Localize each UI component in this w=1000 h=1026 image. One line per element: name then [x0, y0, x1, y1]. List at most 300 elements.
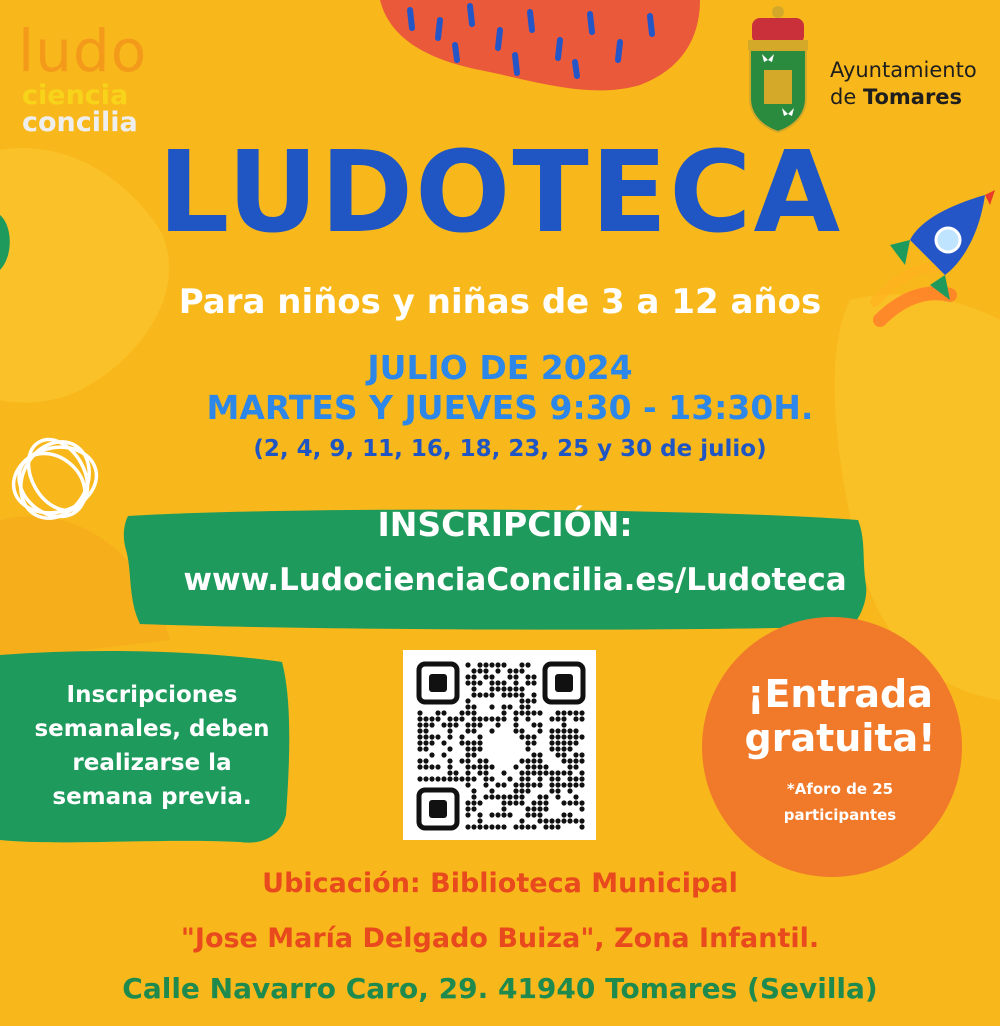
qr-dot — [531, 770, 536, 775]
weekly-note-line: semanales, deben — [34, 716, 270, 742]
qr-dot — [471, 794, 476, 799]
qr-dot — [471, 764, 476, 769]
qr-dot — [537, 770, 542, 775]
qr-dot — [435, 764, 440, 769]
qr-dot — [537, 776, 542, 781]
qr-dot — [555, 770, 560, 775]
qr-dot — [423, 740, 428, 745]
qr-dot — [447, 734, 452, 739]
qr-dot — [507, 704, 512, 709]
qr-dot — [471, 668, 476, 673]
qr-finder-inner — [555, 674, 573, 692]
qr-dot — [537, 710, 542, 715]
qr-dot — [567, 800, 572, 805]
qr-code-pattern — [403, 650, 596, 840]
qr-dot — [423, 764, 428, 769]
qr-dot — [495, 722, 500, 727]
qr-dot — [429, 776, 434, 781]
qr-dot — [477, 758, 482, 763]
qr-dot — [567, 734, 572, 739]
qr-dot — [447, 746, 452, 751]
qr-dot — [465, 758, 470, 763]
qr-dot — [525, 746, 530, 751]
qr-dot — [417, 740, 422, 745]
qr-code[interactable] — [403, 650, 596, 840]
qr-dot — [555, 710, 560, 715]
qr-dot — [507, 776, 512, 781]
weekly-note-line: realizarse la — [72, 750, 232, 776]
qr-dot — [477, 812, 482, 817]
qr-dot — [483, 662, 488, 667]
weekly-note-line: semana previa. — [52, 784, 252, 810]
qr-dot — [531, 740, 536, 745]
capacity-line1: *Aforo de 25 — [786, 780, 894, 798]
qr-dot — [513, 728, 518, 733]
qr-dot — [513, 722, 518, 727]
qr-dot — [429, 764, 434, 769]
qr-dot — [471, 686, 476, 691]
qr-dot — [453, 776, 458, 781]
qr-dot — [573, 740, 578, 745]
qr-dot — [483, 692, 488, 697]
qr-dot — [555, 752, 560, 757]
qr-dot — [501, 704, 506, 709]
qr-dot — [429, 734, 434, 739]
qr-dot — [519, 734, 524, 739]
qr-dot — [519, 824, 524, 829]
qr-dot — [489, 686, 494, 691]
qr-dot — [525, 698, 530, 703]
qr-dot — [519, 818, 524, 823]
qr-dot — [501, 782, 506, 787]
institution-name: Ayuntamiento — [830, 58, 977, 82]
registration-url-link[interactable]: www.LudocienciaConcilia.es/Ludoteca — [183, 562, 847, 598]
logo-ludo: ludo — [18, 17, 148, 85]
qr-finder-inner — [429, 800, 447, 818]
qr-dot — [579, 758, 584, 763]
qr-dot — [495, 668, 500, 673]
qr-dot — [501, 770, 506, 775]
qr-dot — [471, 800, 476, 805]
qr-dot — [477, 746, 482, 751]
institution-town-name: Tomares — [862, 85, 963, 109]
qr-dot — [519, 728, 524, 733]
qr-dot — [573, 728, 578, 733]
qr-dot — [525, 824, 530, 829]
qr-dot — [483, 824, 488, 829]
qr-dot — [531, 734, 536, 739]
qr-dot — [489, 680, 494, 685]
qr-dot — [471, 752, 476, 757]
qr-dot — [435, 716, 440, 721]
qr-dot — [531, 812, 536, 817]
qr-dot — [519, 794, 524, 799]
qr-dot — [417, 746, 422, 751]
coat-of-arms-icon — [748, 6, 808, 132]
qr-dot — [537, 794, 542, 799]
qr-dot — [507, 812, 512, 817]
qr-dot — [567, 710, 572, 715]
qr-dot — [471, 788, 476, 793]
qr-dot — [531, 764, 536, 769]
qr-dot — [477, 740, 482, 745]
qr-dot — [567, 764, 572, 769]
qr-dot — [549, 740, 554, 745]
capacity-line2: participantes — [783, 806, 897, 824]
qr-dot — [519, 770, 524, 775]
qr-dot — [537, 752, 542, 757]
qr-dot — [501, 794, 506, 799]
qr-dot — [573, 734, 578, 739]
qr-dot — [549, 788, 554, 793]
qr-dot — [489, 776, 494, 781]
qr-dot — [435, 734, 440, 739]
qr-dot — [525, 758, 530, 763]
qr-dot — [507, 800, 512, 805]
qr-dot — [579, 776, 584, 781]
qr-dot — [447, 728, 452, 733]
qr-dot — [471, 776, 476, 781]
qr-dot — [465, 740, 470, 745]
qr-dot — [573, 710, 578, 715]
qr-dot — [501, 716, 506, 721]
qr-dot — [561, 710, 566, 715]
qr-dot — [531, 782, 536, 787]
qr-dot — [567, 776, 572, 781]
qr-dot — [483, 764, 488, 769]
qr-dot — [465, 770, 470, 775]
qr-dot — [483, 770, 488, 775]
qr-dot — [531, 806, 536, 811]
qr-dot — [501, 680, 506, 685]
qr-dot — [579, 824, 584, 829]
qr-dot — [471, 728, 476, 733]
qr-dot — [471, 740, 476, 745]
qr-dot — [441, 740, 446, 745]
qr-dot — [561, 734, 566, 739]
qr-dot — [579, 806, 584, 811]
qr-dot — [561, 818, 566, 823]
qr-dot — [489, 824, 494, 829]
qr-dot — [495, 782, 500, 787]
qr-dot — [525, 764, 530, 769]
qr-dot — [417, 734, 422, 739]
location-line1: Ubicación: Biblioteca Municipal — [262, 868, 738, 899]
qr-dot — [465, 710, 470, 715]
qr-dot — [459, 710, 464, 715]
qr-dot — [495, 794, 500, 799]
qr-dot — [567, 770, 572, 775]
qr-dot — [429, 722, 434, 727]
qr-dot — [567, 818, 572, 823]
qr-dot — [483, 716, 488, 721]
qr-dot — [561, 746, 566, 751]
qr-dot — [543, 800, 548, 805]
qr-dot — [573, 716, 578, 721]
qr-dot — [579, 716, 584, 721]
qr-dot — [501, 806, 506, 811]
qr-dot — [561, 728, 566, 733]
qr-dot — [423, 776, 428, 781]
qr-dot — [477, 800, 482, 805]
qr-dot — [501, 692, 506, 697]
qr-dot — [453, 722, 458, 727]
qr-dot — [513, 824, 518, 829]
qr-dot — [537, 764, 542, 769]
qr-dot — [555, 728, 560, 733]
qr-dot — [483, 794, 488, 799]
qr-finder-inner — [429, 674, 447, 692]
qr-dot — [519, 800, 524, 805]
qr-dot — [513, 794, 518, 799]
qr-dot — [573, 794, 578, 799]
qr-dot — [465, 704, 470, 709]
logo-ciencia: ciencia — [22, 80, 129, 111]
qr-dot — [525, 662, 530, 667]
qr-dot — [471, 674, 476, 679]
qr-dot — [519, 668, 524, 673]
qr-dot — [501, 812, 506, 817]
qr-dot — [567, 740, 572, 745]
qr-dot — [567, 746, 572, 751]
qr-dot — [525, 680, 530, 685]
weekly-note — [12, 678, 292, 814]
qr-dot — [579, 782, 584, 787]
qr-dot — [549, 776, 554, 781]
free-entry-line2: gratuita! — [744, 716, 936, 760]
qr-dot — [447, 758, 452, 763]
schedule-month: JULIO DE 2024 — [367, 348, 633, 387]
qr-dot — [495, 716, 500, 721]
qr-dot — [495, 812, 500, 817]
qr-dot — [525, 674, 530, 679]
qr-dot — [525, 740, 530, 745]
qr-dot — [561, 812, 566, 817]
qr-dot — [537, 800, 542, 805]
qr-dot — [573, 758, 578, 763]
qr-dot — [429, 716, 434, 721]
qr-dot — [489, 728, 494, 733]
qr-dot — [537, 722, 542, 727]
qr-dot — [501, 824, 506, 829]
qr-dot — [561, 758, 566, 763]
address-line: Calle Navarro Caro, 29. 41940 Tomares (Sevilla) — [122, 972, 878, 1005]
qr-dot — [501, 800, 506, 805]
registration-label: INSCRIPCIÓN: — [377, 505, 633, 544]
qr-dot — [549, 746, 554, 751]
qr-dot — [543, 818, 548, 823]
qr-dot — [507, 692, 512, 697]
qr-dot — [567, 758, 572, 763]
qr-dot — [471, 692, 476, 697]
age-subtitle: Para niños y niñas de 3 a 12 años — [178, 282, 822, 322]
qr-dot — [531, 710, 536, 715]
qr-dot — [435, 776, 440, 781]
qr-dot — [501, 686, 506, 691]
qr-dot — [477, 716, 482, 721]
qr-dot — [525, 776, 530, 781]
qr-dot — [477, 734, 482, 739]
qr-dot — [555, 824, 560, 829]
qr-dot — [489, 794, 494, 799]
qr-dot — [483, 668, 488, 673]
qr-dot — [519, 710, 524, 715]
qr-dot — [513, 710, 518, 715]
qr-dot — [441, 752, 446, 757]
qr-dot — [477, 824, 482, 829]
qr-dot — [459, 758, 464, 763]
qr-dot — [555, 782, 560, 787]
qr-dot — [477, 680, 482, 685]
qr-dot — [549, 824, 554, 829]
qr-dot — [573, 752, 578, 757]
qr-dot — [513, 680, 518, 685]
qr-dot — [543, 770, 548, 775]
qr-dot — [561, 716, 566, 721]
qr-dot — [429, 740, 434, 745]
qr-dot — [489, 764, 494, 769]
qr-dot — [423, 728, 428, 733]
qr-dot — [501, 662, 506, 667]
qr-dot — [465, 728, 470, 733]
schedule-days-hours: MARTES Y JUEVES 9:30 - 13:30H. — [206, 388, 814, 427]
qr-dot — [513, 800, 518, 805]
qr-dot — [483, 776, 488, 781]
qr-dot — [489, 704, 494, 709]
qr-dot — [465, 800, 470, 805]
qr-dot — [417, 728, 422, 733]
qr-dot — [561, 752, 566, 757]
qr-dot — [555, 740, 560, 745]
qr-dot — [567, 788, 572, 793]
qr-dot — [555, 776, 560, 781]
qr-dot — [495, 824, 500, 829]
qr-dot — [465, 698, 470, 703]
qr-dot — [459, 734, 464, 739]
qr-dot — [465, 680, 470, 685]
qr-dot — [561, 782, 566, 787]
qr-dot — [465, 782, 470, 787]
free-entry-line1: ¡Entrada — [747, 672, 933, 716]
qr-dot — [495, 680, 500, 685]
qr-dot — [537, 758, 542, 763]
qr-dot — [519, 788, 524, 793]
qr-dot — [423, 716, 428, 721]
qr-dot — [477, 692, 482, 697]
qr-dot — [507, 668, 512, 673]
qr-dot — [435, 710, 440, 715]
qr-dot — [561, 722, 566, 727]
qr-dot — [417, 716, 422, 721]
qr-dot — [489, 674, 494, 679]
qr-dot — [555, 734, 560, 739]
qr-dot — [471, 704, 476, 709]
qr-dot — [567, 782, 572, 787]
institution-town-prefix: de — [830, 85, 863, 109]
qr-dot — [579, 710, 584, 715]
qr-dot — [579, 752, 584, 757]
qr-dot — [489, 812, 494, 817]
qr-dot — [483, 782, 488, 787]
qr-dot — [447, 776, 452, 781]
qr-dot — [447, 770, 452, 775]
qr-dot — [513, 764, 518, 769]
qr-dot — [549, 716, 554, 721]
qr-dot — [531, 800, 536, 805]
qr-dot — [519, 758, 524, 763]
qr-dot — [513, 788, 518, 793]
location-line2: "Jose María Delgado Buiza", Zona Infantil. — [180, 923, 820, 954]
qr-dot — [531, 692, 536, 697]
qr-dot — [507, 794, 512, 799]
qr-dot — [507, 674, 512, 679]
qr-dot — [447, 722, 452, 727]
qr-dot — [465, 746, 470, 751]
qr-dot — [525, 782, 530, 787]
qr-dot — [531, 674, 536, 679]
qr-dot — [495, 686, 500, 691]
qr-dot — [579, 770, 584, 775]
qr-dot — [543, 764, 548, 769]
qr-dot — [471, 710, 476, 715]
qr-dot — [519, 686, 524, 691]
qr-dot — [525, 734, 530, 739]
qr-dot — [465, 812, 470, 817]
qr-dot — [471, 680, 476, 685]
qr-dot — [531, 680, 536, 685]
qr-dot — [525, 788, 530, 793]
qr-dot — [531, 722, 536, 727]
qr-dot — [477, 764, 482, 769]
qr-dot — [549, 818, 554, 823]
qr-dot — [507, 686, 512, 691]
qr-dot — [573, 764, 578, 769]
qr-dot — [471, 806, 476, 811]
qr-dot — [453, 716, 458, 721]
page-title: LUDOTECA — [157, 128, 843, 258]
qr-dot — [471, 746, 476, 751]
qr-dot — [465, 806, 470, 811]
qr-dot — [561, 770, 566, 775]
qr-dot — [441, 710, 446, 715]
qr-dot — [525, 704, 530, 709]
qr-dot — [465, 764, 470, 769]
qr-dot — [477, 770, 482, 775]
qr-dot — [465, 824, 470, 829]
qr-dot — [573, 776, 578, 781]
qr-dot — [567, 728, 572, 733]
schedule-dates: (2, 4, 9, 11, 16, 18, 23, 25 y 30 de julio) — [253, 436, 767, 462]
qr-dot — [483, 674, 488, 679]
qr-dot — [543, 794, 548, 799]
qr-dot — [549, 770, 554, 775]
qr-dot — [549, 728, 554, 733]
qr-dot — [489, 716, 494, 721]
qr-dot — [513, 674, 518, 679]
qr-dot — [471, 824, 476, 829]
qr-dot — [519, 782, 524, 787]
qr-dot — [519, 698, 524, 703]
qr-dot — [531, 698, 536, 703]
institution-town — [830, 85, 962, 109]
qr-dot — [561, 800, 566, 805]
qr-dot — [423, 746, 428, 751]
qr-dot — [567, 812, 572, 817]
qr-dot — [423, 722, 428, 727]
qr-dot — [537, 728, 542, 733]
qr-dot — [519, 704, 524, 709]
qr-dot — [555, 746, 560, 751]
